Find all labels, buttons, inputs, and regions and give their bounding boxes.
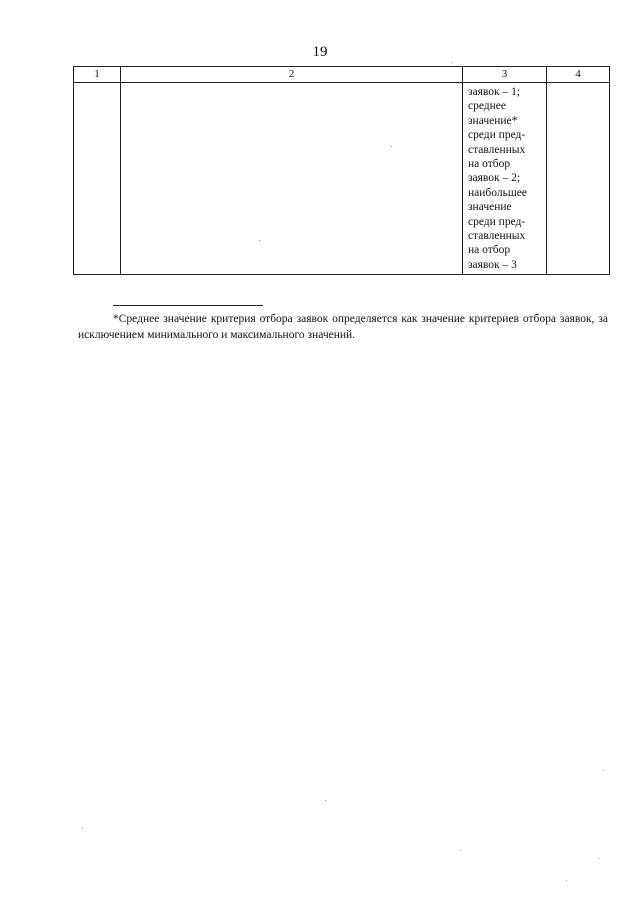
scan-speck [598, 858, 599, 859]
table-row [74, 83, 610, 275]
scan-speck [460, 850, 461, 851]
column-header-1: 1 [74, 67, 121, 83]
criteria-value-text [463, 83, 546, 274]
footnote-text: *Среднее значение критерия отбора заявок определяется как значение критериев отбора заявок, за исключением минимального и максимального значений. [78, 313, 608, 341]
scan-speck [259, 240, 260, 241]
criteria-table [73, 66, 610, 275]
text-line: на отбор [468, 244, 511, 257]
page-number: 19 [312, 44, 328, 60]
scan-speck [603, 770, 604, 771]
column-header-4: 4 [547, 67, 610, 83]
text-line: среди пред- [468, 129, 526, 142]
table-cell-col1 [74, 83, 121, 275]
scan-speck [325, 800, 326, 801]
text-line: среднее [468, 100, 507, 113]
text-line: среди пред- [468, 215, 526, 228]
text-line: заявок – 1; [468, 86, 521, 98]
footnote-divider [113, 305, 263, 306]
scan-speck [452, 62, 453, 63]
table-header-row [74, 67, 610, 83]
table-cell-col3 [463, 83, 547, 275]
text-line: заявок – 3 [468, 258, 517, 271]
table-cell-col4 [547, 83, 610, 275]
text-line: заявок – 2; [468, 172, 521, 185]
text-line: ставленных [468, 143, 526, 156]
text-line: значение [468, 201, 512, 214]
text-line: наибольшее [468, 186, 527, 199]
text-line: на отбор [468, 158, 511, 171]
text-line: ставленных [468, 230, 526, 243]
scan-speck [566, 880, 567, 881]
column-header-3: 3 [463, 67, 547, 83]
scan-speck [82, 828, 83, 829]
table-cell-col2 [121, 83, 463, 275]
scan-speck [391, 146, 392, 147]
column-header-2: 2 [121, 67, 463, 83]
text-line: значение* [468, 114, 518, 127]
